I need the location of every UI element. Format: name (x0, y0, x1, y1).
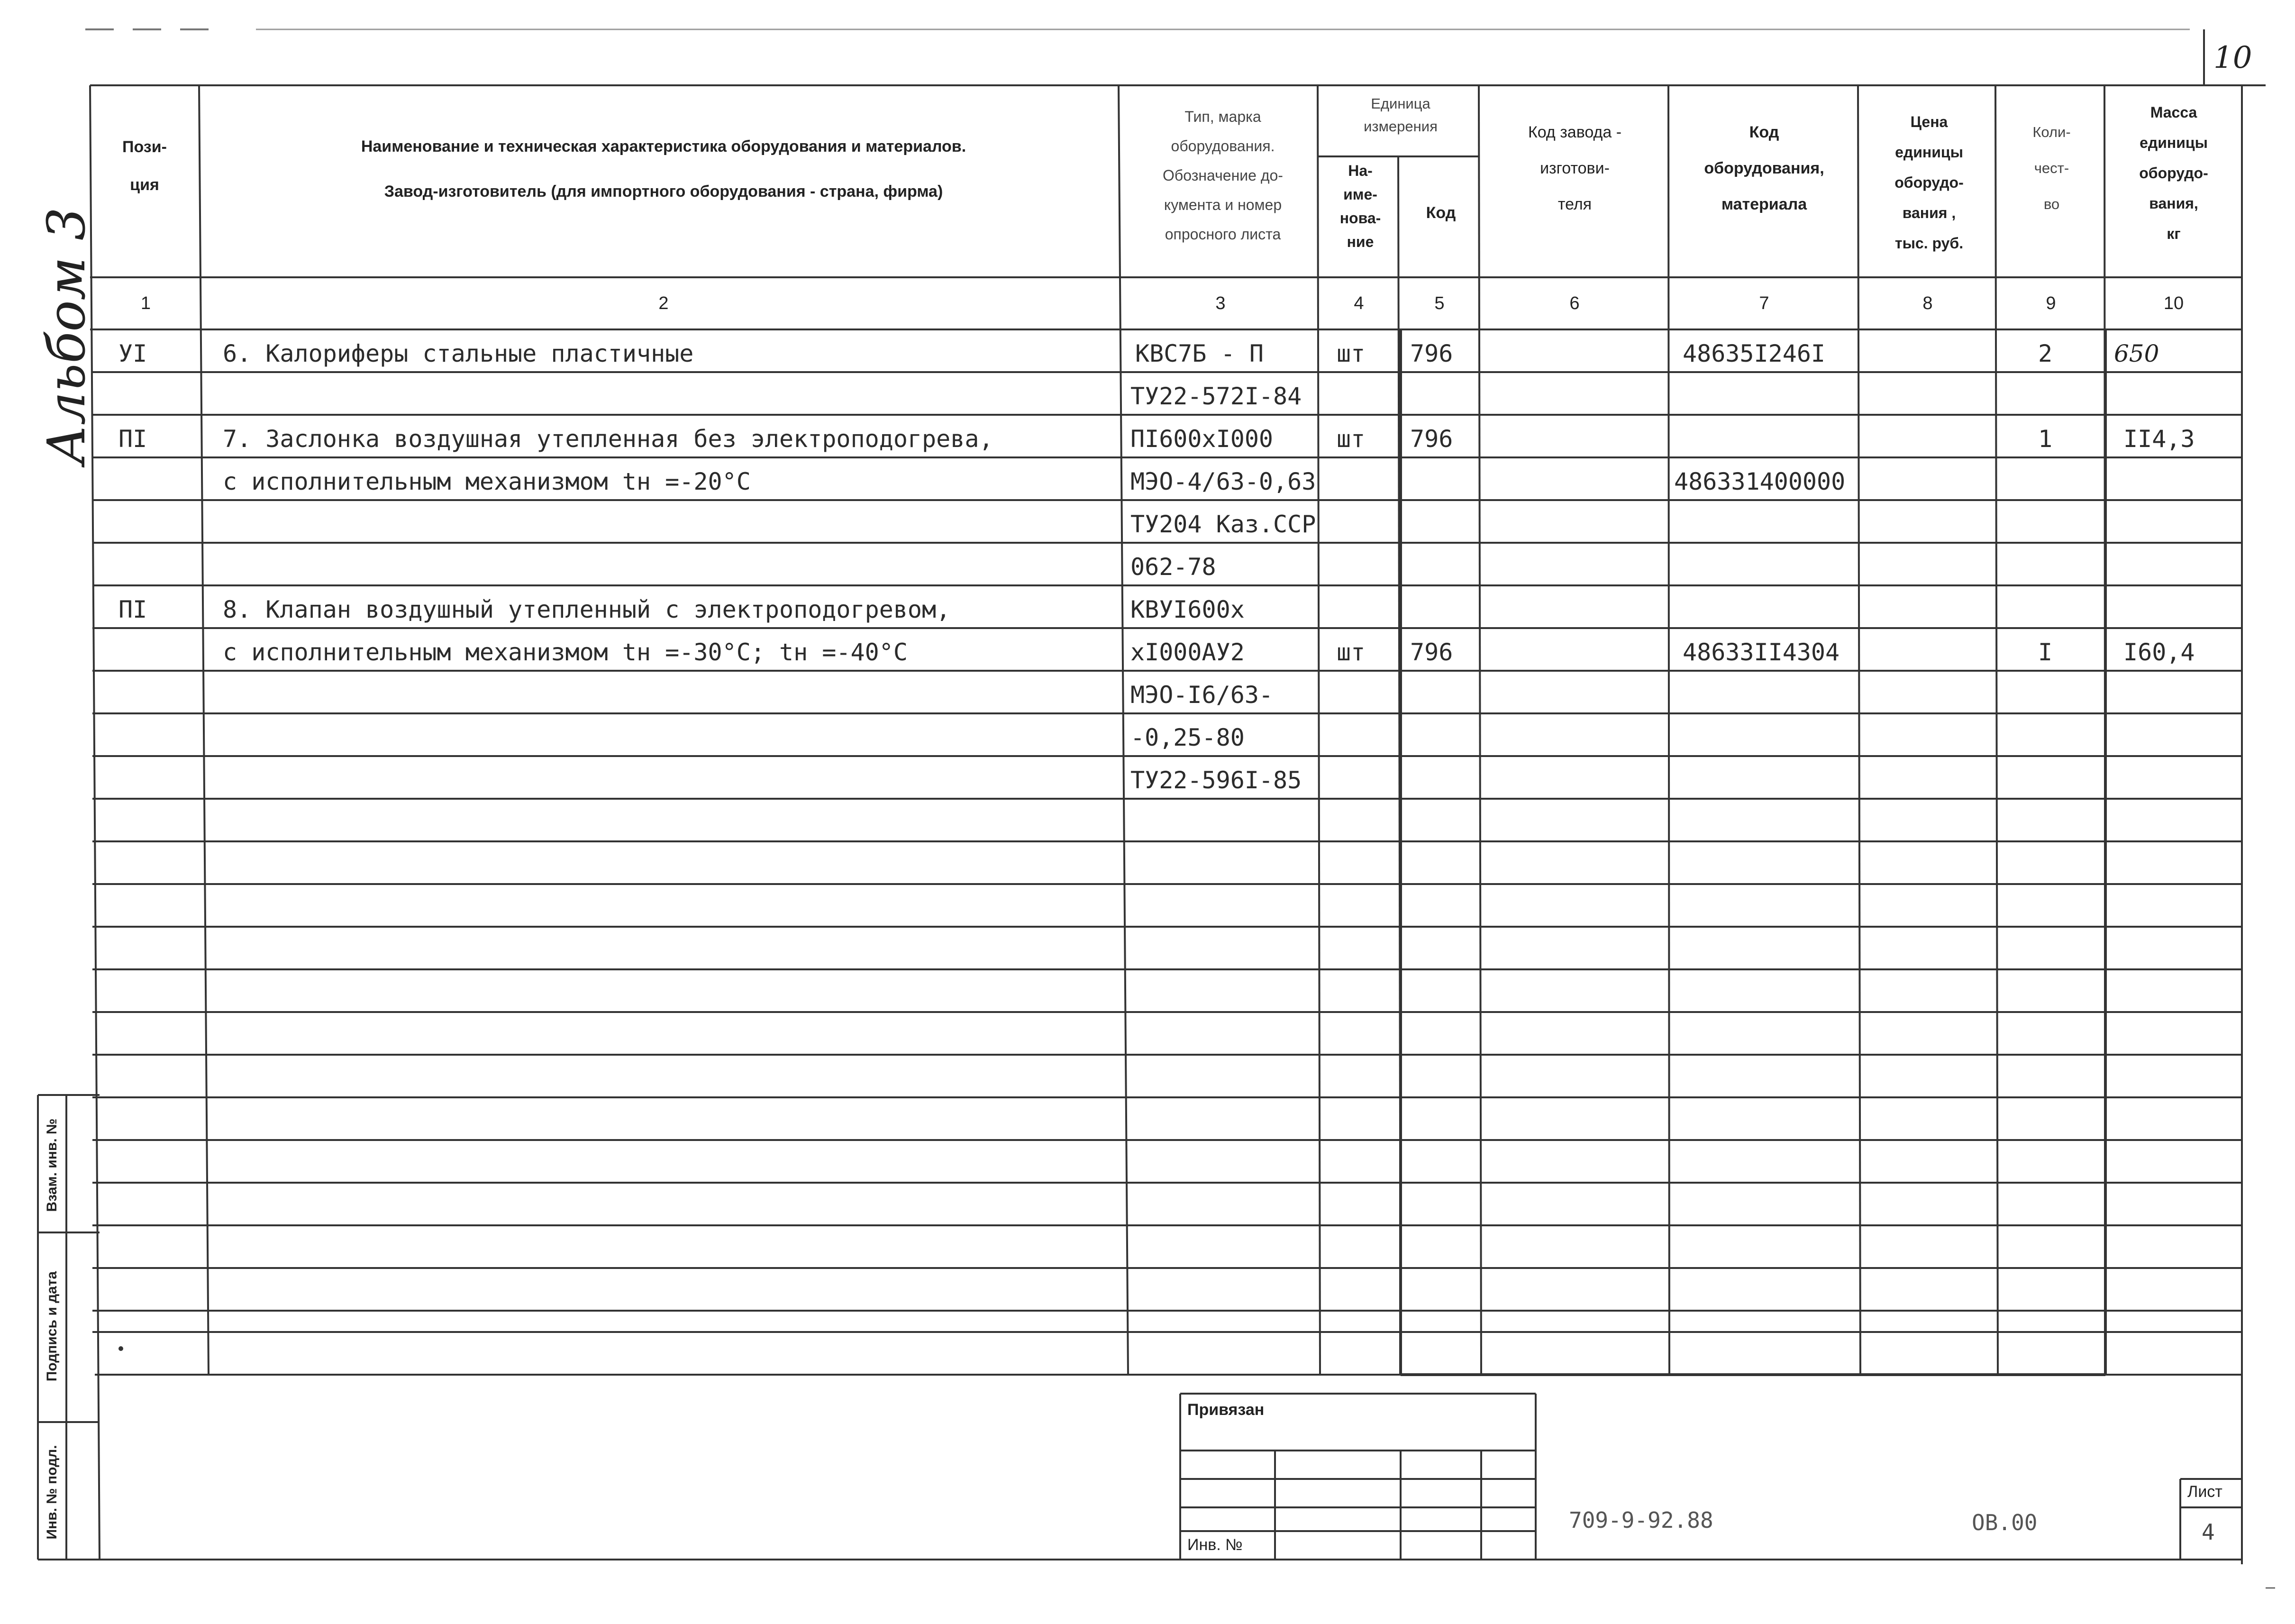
row-3-mass: II4,3 (2123, 425, 2195, 453)
header-naimenovanie-line2: Завод-изготовитель (для импортного оборудования - страна, фирма) (384, 182, 943, 201)
row-7-name: 8. Клапан воздушный утепленный с электроподогревом, (223, 596, 951, 623)
row-8-code: 796 (1410, 639, 1453, 666)
header-naim-short: На- име- нова- ние (1339, 162, 1381, 250)
row-5-tip: ТУ204 Каз.ССР (1130, 511, 1316, 538)
row-1-code: 796 (1410, 340, 1453, 367)
row-8-mass: I60,4 (2123, 639, 2195, 666)
header-edinitsa: Единица измерения (1364, 95, 1438, 135)
header-tip: Тип, марка оборудования. Обозначение до- кумента и номер опросного листа (1163, 108, 1283, 243)
column-number-4: 4 (1354, 293, 1364, 313)
row-1-mass: 650 (2114, 340, 2159, 367)
row-1-pos: УI (118, 340, 147, 367)
stamp-podpis-data: Подпись и дата (44, 1271, 60, 1382)
doc-mark: ОВ.00 (1972, 1510, 2038, 1535)
row-4-name: с исполнительным механизмом tн =-20°С (223, 468, 751, 495)
row-9-tip: МЭО-I6/63- (1130, 681, 1274, 709)
row-11-tip: ТУ22-596I-85 (1130, 766, 1302, 794)
header-massa: Масса единицы оборудо- вания, кг (2139, 104, 2208, 242)
row-3-code: 796 (1410, 425, 1453, 453)
album-label: Альбом 3 (36, 207, 97, 465)
column-number-5: 5 (1434, 293, 1445, 313)
row-8-tip: хI000АУ2 (1130, 639, 1245, 666)
row-3-qty: 1 (2038, 425, 2053, 453)
column-number-2: 2 (658, 293, 669, 313)
row-1-tip: КВС7Б - П (1135, 340, 1264, 367)
row-1-kod-obor: 48635I246I (1683, 340, 1826, 367)
row-8-unit: шт (1337, 639, 1366, 666)
row-8-name: с исполнительным механизмом tн =-30°С; tн =-40°С (223, 639, 908, 666)
row-1-name: 6. Калориферы стальные пластичные (223, 340, 694, 367)
header-kolichestvo: Коли- чест- во (2032, 124, 2071, 212)
row-6-tip: 062-78 (1130, 553, 1216, 581)
title-privyazan: Привязан (1187, 1401, 1265, 1419)
column-number-9: 9 (2046, 293, 2056, 313)
header-naimenovanie-line1: Наименование и техническая характеристика оборудования и материалов. (361, 137, 966, 155)
header-kod-oborudovaniya: Код оборудования, материала (1704, 123, 1824, 213)
row-8-kod-obor: 48633II4304 (1683, 639, 1840, 666)
row-2-tip: ТУ22-572I-84 (1130, 383, 1302, 410)
row-3-pos: ПI (118, 425, 147, 453)
row-1-qty: 2 (2038, 340, 2053, 367)
stamp-vzam-inv: Взам. инв. № (44, 1118, 60, 1212)
row-3-unit: шт (1337, 425, 1366, 453)
row-7-tip: КВУI600х (1130, 596, 1245, 623)
row-1-unit: шт (1337, 340, 1366, 367)
doc-code: 709-9-92.88 (1569, 1507, 1713, 1533)
header-kod: Код (1426, 204, 1456, 222)
row-10-tip: -0,25-80 (1130, 724, 1245, 751)
row-4-kod-obor: 486331400000 (1674, 468, 1846, 495)
header-kod-zavoda: Код завода - изготови- теля (1528, 123, 1622, 213)
row-8-qty: I (2038, 639, 2053, 666)
row-7-pos: ПI (118, 596, 147, 623)
stamp-inv-podl: Инв. № подл. (44, 1445, 60, 1540)
column-number-7: 7 (1759, 293, 1769, 313)
title-inv-no: Инв. № (1187, 1536, 1243, 1554)
list-label: Лист (2187, 1483, 2222, 1501)
row-3-name: 7. Заслонка воздушная утепленная без электроподогрева, (223, 425, 993, 453)
row-3-tip: ПI600хI000 (1130, 425, 1274, 453)
column-number-6: 6 (1569, 293, 1580, 313)
column-number-1: 1 (140, 293, 151, 313)
header-pozitsiya: Пози- ция (122, 138, 167, 194)
column-number-10: 10 (2163, 293, 2184, 313)
list-number: 4 (2202, 1519, 2215, 1545)
header-tsena: Цена единицы оборудо- вания , тыс. руб. (1894, 113, 1964, 252)
page-number: 10 (2213, 40, 2252, 75)
row-4-tip: МЭО-4/63-0,63 (1130, 468, 1316, 495)
column-number-8: 8 (1922, 293, 1933, 313)
column-number-3: 3 (1215, 293, 1226, 313)
